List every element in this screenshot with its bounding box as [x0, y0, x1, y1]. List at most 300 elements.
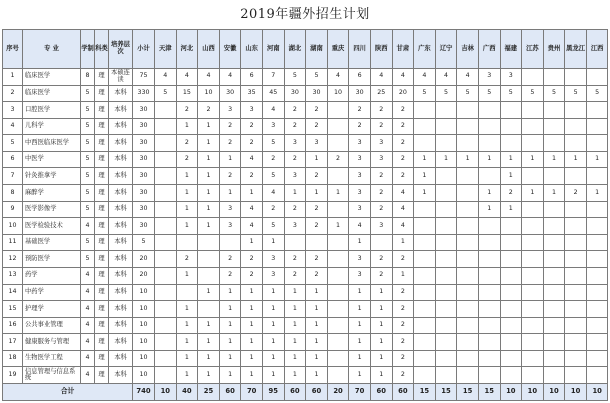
table-cell: 5 [284, 69, 306, 86]
table-cell: 20 [133, 251, 155, 268]
table-cell: 6 [241, 69, 263, 86]
column-header: 天津 [155, 30, 177, 69]
total-cell: 95 [262, 384, 284, 401]
major-cell: 中西医临床医学 [23, 135, 81, 152]
table-row [3, 251, 608, 268]
table-cell [155, 317, 177, 334]
table-cell [457, 201, 479, 218]
table-cell [565, 69, 587, 86]
table-cell [414, 350, 436, 367]
table-cell [565, 234, 587, 251]
table-cell: 4 [457, 69, 479, 86]
table-cell: 理 [95, 234, 109, 251]
table-cell: 2 [392, 334, 414, 351]
table-cell [198, 234, 220, 251]
table-cell: 3 [284, 135, 306, 152]
table-row [3, 334, 608, 351]
table-cell: 1 [586, 151, 608, 168]
table-cell [565, 301, 587, 318]
table-cell [522, 317, 544, 334]
table-cell: 2 [176, 151, 198, 168]
table-cell [543, 317, 565, 334]
table-cell: 5 [435, 85, 457, 102]
table-cell: 1 [198, 185, 220, 202]
table-cell [176, 234, 198, 251]
table-cell: 2 [392, 102, 414, 119]
table-cell: 2 [306, 251, 328, 268]
table-cell: 本科 [109, 201, 133, 218]
table-cell: 理 [95, 151, 109, 168]
table-cell [543, 367, 565, 384]
table-cell [198, 251, 220, 268]
table-cell: 1 [176, 118, 198, 135]
table-cell: 1 [241, 234, 263, 251]
table-cell: 1 [176, 185, 198, 202]
table-cell [478, 350, 500, 367]
table-cell: 10 [133, 317, 155, 334]
table-cell [327, 367, 349, 384]
table-cell: 4 [414, 69, 436, 86]
table-cell: 17 [3, 334, 23, 351]
table-cell: 4 [241, 151, 263, 168]
table-cell: 1 [241, 367, 263, 384]
table-cell [586, 334, 608, 351]
table-cell: 1 [306, 301, 328, 318]
table-cell: 35 [241, 85, 263, 102]
table-cell [586, 218, 608, 235]
table-cell: 2 [392, 118, 414, 135]
table-cell [522, 334, 544, 351]
table-cell: 本科 [109, 185, 133, 202]
table-row [3, 118, 608, 135]
table-cell [522, 102, 544, 119]
total-cell: 10 [543, 384, 565, 401]
table-cell [543, 218, 565, 235]
totals-label: 合计 [3, 384, 133, 401]
table-cell [457, 317, 479, 334]
table-cell [155, 234, 177, 251]
table-cell [565, 367, 587, 384]
table-cell: 1 [284, 350, 306, 367]
table-cell: 1 [349, 301, 371, 318]
major-cell: 公共事业管理 [23, 317, 81, 334]
table-cell: 1 [262, 317, 284, 334]
table-cell [543, 201, 565, 218]
total-cell: 10 [522, 384, 544, 401]
table-cell: 5 [543, 85, 565, 102]
table-cell [522, 135, 544, 152]
table-cell: 1 [370, 367, 392, 384]
table-cell: 1 [349, 284, 371, 301]
table-cell [435, 234, 457, 251]
table-cell [543, 168, 565, 185]
table-cell: 30 [284, 85, 306, 102]
column-header: 河南 [262, 30, 284, 69]
table-cell: 1 [284, 317, 306, 334]
table-cell [306, 234, 328, 251]
table-cell: 3 [219, 102, 241, 119]
table-cell: 本科 [109, 284, 133, 301]
table-cell: 1 [176, 267, 198, 284]
table-cell [478, 234, 500, 251]
table-cell [327, 334, 349, 351]
table-cell [457, 334, 479, 351]
table-cell: 5 [81, 102, 95, 119]
table-cell: 5 [306, 69, 328, 86]
table-cell: 30 [133, 118, 155, 135]
table-cell: 1 [478, 185, 500, 202]
table-cell: 4 [262, 185, 284, 202]
table-cell: 1 [241, 350, 263, 367]
table-cell: 2 [392, 350, 414, 367]
table-cell: 1 [241, 301, 263, 318]
table-cell [543, 118, 565, 135]
table-cell: 4 [81, 317, 95, 334]
table-cell: 1 [349, 317, 371, 334]
column-header: 培养层次 [109, 30, 133, 69]
table-cell: 1 [219, 185, 241, 202]
table-cell: 2 [349, 102, 371, 119]
table-cell: 1 [198, 201, 220, 218]
table-cell [414, 267, 436, 284]
table-cell: 1 [262, 334, 284, 351]
table-cell: 1 [198, 367, 220, 384]
table-cell [543, 267, 565, 284]
table-cell [478, 301, 500, 318]
major-cell: 中药学 [23, 284, 81, 301]
table-cell: 1 [457, 151, 479, 168]
table-row [3, 218, 608, 235]
table-cell: 1 [219, 350, 241, 367]
table-cell: 本科 [109, 118, 133, 135]
table-cell [586, 367, 608, 384]
table-cell: 2 [3, 85, 23, 102]
table-cell: 9 [3, 201, 23, 218]
table-cell [327, 234, 349, 251]
table-cell [435, 118, 457, 135]
table-cell: 20 [392, 85, 414, 102]
table-cell: 2 [370, 118, 392, 135]
table-cell: 30 [306, 85, 328, 102]
table-row [3, 69, 608, 86]
table-cell [586, 350, 608, 367]
table-cell: 4 [3, 118, 23, 135]
total-cell: 10 [500, 384, 522, 401]
table-cell: 30 [133, 185, 155, 202]
table-cell: 3 [370, 218, 392, 235]
table-cell: 1 [306, 151, 328, 168]
table-cell [522, 69, 544, 86]
table-cell [522, 301, 544, 318]
table-cell [478, 102, 500, 119]
major-cell: 针灸推拿学 [23, 168, 81, 185]
table-cell: 1 [241, 334, 263, 351]
table-cell: 5 [522, 85, 544, 102]
table-cell [478, 251, 500, 268]
table-cell [522, 367, 544, 384]
table-cell [586, 168, 608, 185]
table-cell [565, 118, 587, 135]
table-cell [478, 267, 500, 284]
table-row [3, 284, 608, 301]
table-row [3, 135, 608, 152]
table-cell: 1 [349, 350, 371, 367]
column-header: 序号 [3, 30, 23, 69]
table-cell: 2 [392, 317, 414, 334]
table-cell: 1 [219, 284, 241, 301]
major-cell: 中医学 [23, 151, 81, 168]
table-cell: 1 [284, 367, 306, 384]
table-cell: 12 [3, 251, 23, 268]
table-cell: 45 [262, 85, 284, 102]
table-cell [457, 118, 479, 135]
table-cell: 2 [219, 251, 241, 268]
table-cell: 1 [176, 301, 198, 318]
table-cell: 1 [349, 234, 371, 251]
table-cell [155, 102, 177, 119]
table-cell [327, 301, 349, 318]
column-header: 贵州 [543, 30, 565, 69]
table-cell: 理 [95, 251, 109, 268]
table-cell [543, 334, 565, 351]
table-cell [414, 284, 436, 301]
column-header: 山东 [241, 30, 263, 69]
table-cell [586, 234, 608, 251]
major-cell: 护理学 [23, 301, 81, 318]
table-cell: 2 [306, 218, 328, 235]
table-cell [155, 118, 177, 135]
table-cell: 4 [392, 69, 414, 86]
table-cell [565, 168, 587, 185]
table-cell: 1 [306, 367, 328, 384]
table-cell: 1 [219, 301, 241, 318]
table-cell: 3 [370, 151, 392, 168]
table-cell [565, 135, 587, 152]
table-cell: 3 [500, 69, 522, 86]
table-cell: 4 [392, 218, 414, 235]
table-cell: 4 [349, 218, 371, 235]
total-cell: 740 [133, 384, 155, 401]
table-cell [155, 218, 177, 235]
table-cell [565, 218, 587, 235]
table-cell: 1 [349, 334, 371, 351]
table-cell: 5 [81, 118, 95, 135]
table-cell: 1 [241, 185, 263, 202]
column-header: 福建 [500, 30, 522, 69]
table-footer [3, 384, 608, 401]
table-cell: 3 [478, 69, 500, 86]
table-cell: 1 [522, 151, 544, 168]
table-cell: 1 [327, 218, 349, 235]
table-cell: 1 [306, 334, 328, 351]
table-cell [435, 201, 457, 218]
table-cell: 5 [457, 85, 479, 102]
table-cell: 3 [262, 118, 284, 135]
table-cell: 4 [370, 69, 392, 86]
table-cell: 理 [95, 69, 109, 86]
table-cell [586, 284, 608, 301]
table-cell: 6 [349, 69, 371, 86]
table-cell: 1 [370, 301, 392, 318]
table-cell: 3 [349, 251, 371, 268]
table-cell: 4 [81, 284, 95, 301]
table-cell: 1 [176, 218, 198, 235]
table-cell: 1 [198, 317, 220, 334]
table-cell: 10 [133, 350, 155, 367]
table-cell: 2 [284, 201, 306, 218]
table-cell: 3 [349, 168, 371, 185]
table-cell: 2 [370, 201, 392, 218]
table-cell: 2 [219, 118, 241, 135]
table-cell [457, 102, 479, 119]
table-cell: 本硕连读 [109, 69, 133, 86]
major-cell: 基础医学 [23, 234, 81, 251]
table-cell [586, 301, 608, 318]
table-cell: 1 [198, 168, 220, 185]
table-cell: 1 [262, 367, 284, 384]
table-cell: 3 [219, 218, 241, 235]
table-cell: 理 [95, 201, 109, 218]
table-cell [500, 350, 522, 367]
table-cell: 1 [198, 218, 220, 235]
table-cell [155, 350, 177, 367]
total-cell: 60 [392, 384, 414, 401]
table-cell: 1 [327, 185, 349, 202]
table-cell: 4 [435, 69, 457, 86]
table-cell: 1 [414, 151, 436, 168]
table-cell: 5 [3, 135, 23, 152]
major-cell: 口腔医学 [23, 102, 81, 119]
total-cell: 15 [414, 384, 436, 401]
table-cell: 25 [370, 85, 392, 102]
table-cell [155, 334, 177, 351]
table-cell: 2 [306, 201, 328, 218]
column-header: 学制 [81, 30, 95, 69]
table-cell: 5 [586, 85, 608, 102]
table-cell: 理 [95, 168, 109, 185]
table-cell: 4 [81, 218, 95, 235]
table-cell [414, 135, 436, 152]
table-cell: 1 [262, 350, 284, 367]
table-cell: 10 [133, 284, 155, 301]
table-cell: 5 [262, 218, 284, 235]
table-cell: 1 [198, 151, 220, 168]
table-cell: 3 [349, 201, 371, 218]
table-cell [435, 301, 457, 318]
table-cell: 14 [3, 284, 23, 301]
table-cell: 8 [81, 69, 95, 86]
table-cell: 3 [241, 102, 263, 119]
table-cell [565, 334, 587, 351]
table-cell [543, 284, 565, 301]
table-row [3, 85, 608, 102]
table-cell: 3 [262, 251, 284, 268]
table-cell: 18 [3, 350, 23, 367]
table-cell [500, 251, 522, 268]
table-cell: 330 [133, 85, 155, 102]
table-cell: 3 [284, 168, 306, 185]
table-cell [155, 284, 177, 301]
table-cell: 15 [3, 301, 23, 318]
table-cell [500, 102, 522, 119]
total-cell: 10 [565, 384, 587, 401]
table-cell [435, 218, 457, 235]
table-cell [457, 185, 479, 202]
table-cell: 6 [3, 151, 23, 168]
table-cell [370, 234, 392, 251]
table-cell: 4 [392, 185, 414, 202]
table-cell: 1 [392, 267, 414, 284]
table-cell: 5 [81, 85, 95, 102]
table-cell: 3 [262, 267, 284, 284]
table-cell: 5 [414, 85, 436, 102]
table-cell: 5 [478, 85, 500, 102]
table-cell: 13 [3, 267, 23, 284]
table-cell: 4 [241, 218, 263, 235]
major-cell: 临床医学 [23, 69, 81, 86]
table-cell: 75 [133, 69, 155, 86]
table-cell: 5 [81, 135, 95, 152]
table-row [3, 317, 608, 334]
table-cell [543, 234, 565, 251]
table-cell: 4 [81, 350, 95, 367]
column-header: 科类 [95, 30, 109, 69]
table-cell [414, 201, 436, 218]
table-cell: 1 [306, 185, 328, 202]
table-cell: 2 [176, 251, 198, 268]
table-cell: 1 [176, 334, 198, 351]
table-cell: 4 [81, 267, 95, 284]
table-cell [500, 367, 522, 384]
table-cell: 1 [306, 317, 328, 334]
table-cell [327, 102, 349, 119]
table-cell: 2 [349, 118, 371, 135]
table-cell: 3 [349, 267, 371, 284]
column-header: 小计 [133, 30, 155, 69]
table-cell [414, 334, 436, 351]
table-cell: 5 [81, 168, 95, 185]
table-cell [543, 350, 565, 367]
table-cell: 2 [219, 267, 241, 284]
table-cell: 1 [500, 201, 522, 218]
table-cell: 1 [198, 284, 220, 301]
table-cell [500, 118, 522, 135]
table-cell [414, 317, 436, 334]
column-header: 山西 [198, 30, 220, 69]
table-cell [435, 168, 457, 185]
table-cell: 2 [306, 118, 328, 135]
column-header: 陕西 [370, 30, 392, 69]
table-cell [155, 367, 177, 384]
table-cell: 1 [262, 234, 284, 251]
table-cell: 1 [306, 350, 328, 367]
table-cell: 2 [370, 267, 392, 284]
table-cell: 本科 [109, 102, 133, 119]
table-cell: 本科 [109, 350, 133, 367]
table-cell [478, 367, 500, 384]
table-row [3, 185, 608, 202]
table-cell [198, 301, 220, 318]
table-row [3, 301, 608, 318]
table-cell [586, 251, 608, 268]
table-cell [565, 284, 587, 301]
table-cell: 3 [284, 218, 306, 235]
table-cell: 1 [370, 334, 392, 351]
table-cell: 7 [3, 168, 23, 185]
table-cell [327, 284, 349, 301]
table-cell: 理 [95, 85, 109, 102]
table-cell: 2 [370, 102, 392, 119]
